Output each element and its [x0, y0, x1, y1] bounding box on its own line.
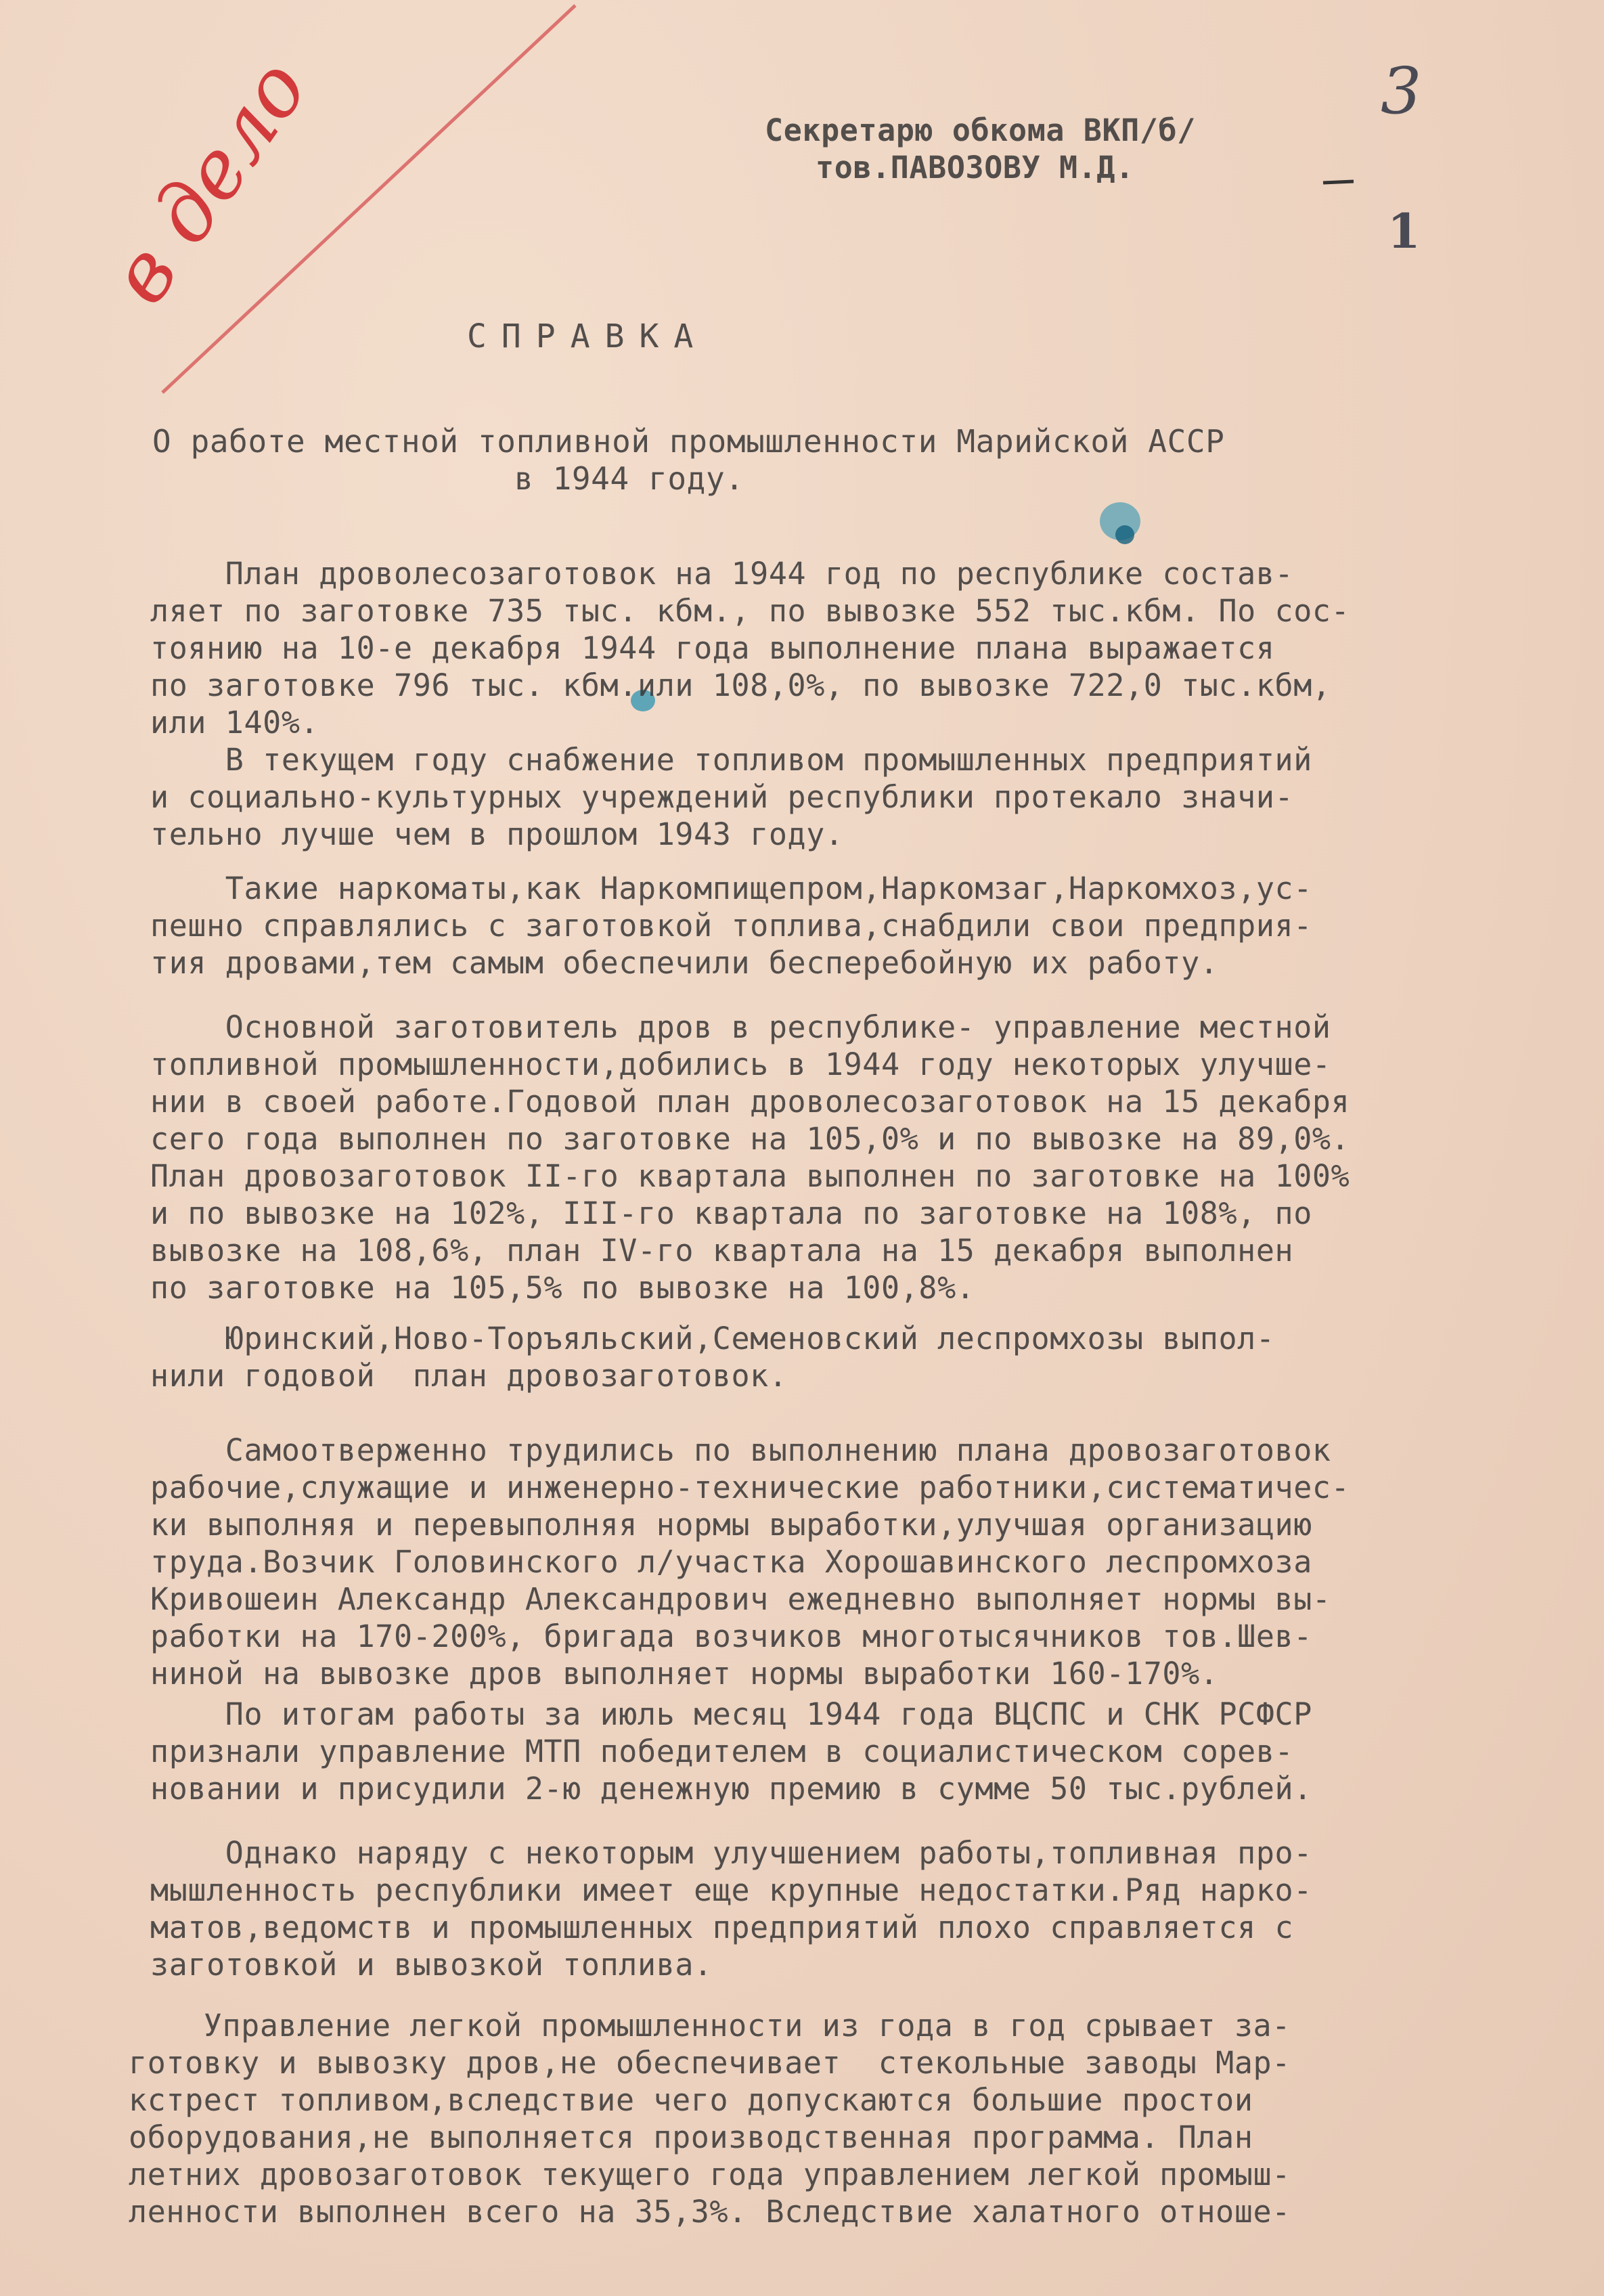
addressee-line-1: Секретарю обкома ВКП/б/ — [765, 112, 1196, 148]
text-line: нили годовой план дровозаготовок. — [150, 1358, 788, 1394]
text-line: готовку и вывозку дров,не обеспечивает стекольные заводы Мар- — [129, 2045, 1291, 2081]
subject-line-1: О работе местной топливной промышленности Марийской АССР — [152, 423, 1225, 460]
text-line: или 140%. — [150, 705, 319, 741]
text-line: по заготовке 796 тыс. кбм.или 108,0%, по вывозке 722,0 тыс.кбм, — [150, 667, 1331, 703]
text-line: Кривошеин Александр Александрович ежедневно выполняет нормы вы- — [150, 1581, 1331, 1617]
text-line: ки выполняя и перевыполняя нормы выработки,улучшая организацию — [150, 1507, 1312, 1543]
subject-line-2: в 1944 году. — [514, 460, 744, 497]
text-line: пешно справлялись с заготовкой топлива,снабдили свои предприя- — [150, 908, 1312, 944]
paragraph-narkomats — [150, 870, 1312, 981]
text-line: План дровозаготовок II-го квартала выполнен по заготовке на 100% — [150, 1158, 1350, 1194]
text-line: План дроволесозаготовок на 1944 год по республике состав- — [150, 556, 1294, 592]
paragraph-shortcomings — [150, 1834, 1312, 1983]
text-line: оборудования,не выполняется производственная программа. План — [129, 2119, 1253, 2155]
text-line: заготовкой и вывозкой топлива. — [150, 1947, 713, 1983]
text-line: по заготовке на 105,5% по вывозке на 100,8%. — [150, 1270, 975, 1306]
text-line: нии в своей работе.Годовой план дроволесозаготовок на 15 декабря — [150, 1084, 1350, 1120]
text-line: кстрест топливом,вследствие чего допускаются большие простои — [129, 2082, 1253, 2118]
text-line: матов,ведомств и промышленных предприятий плохо справляется с — [150, 1909, 1294, 1945]
text-line: ниной на вывозке дров выполняет нормы выработки 160-170%. — [150, 1656, 1219, 1692]
text-line: ленности выполнен всего на 35,3%. Вследствие халатного отноше- — [129, 2194, 1291, 2230]
addressee-line-2: тов.ПАВОЗОВУ М.Д. — [816, 150, 1134, 185]
text-line: работки на 170-200%, бригада возчиков многотысячников тов.Шев- — [150, 1618, 1312, 1654]
document-title: СПРАВКА — [467, 317, 709, 355]
text-line: признали управление МТП победителем в социалистическом сорев- — [150, 1734, 1294, 1769]
text-line: тия дровами,тем самым обеспечили бесперебойную их работу. — [150, 945, 1219, 981]
paragraph-award — [150, 1696, 1312, 1807]
text-line: ляет по заготовке 735 тыс. кбм., по вывозке 552 тыс.кбм. По сос- — [150, 593, 1350, 629]
handwritten-resolution: в дело — [92, 43, 326, 322]
text-line: рабочие,служащие и инженерно-технические работники,систематичес- — [150, 1470, 1350, 1505]
text-line: топливной промышленности,добились в 1944 году некоторых улучше- — [150, 1046, 1331, 1082]
paragraph-main-supplier — [150, 1009, 1350, 1306]
paragraph-light-industry — [129, 2007, 1291, 2230]
paragraph-workers — [150, 1432, 1350, 1692]
text-line: и по вывозке на 102%, III-го квартала по заготовке на 108%, по — [150, 1195, 1312, 1231]
text-line: По итогам работы за июль месяц 1944 года ВЦСПС и СНК РСФСР — [150, 1696, 1312, 1732]
text-line: Такие наркоматы,как Наркомпищепром,Наркомзаг,Наркомхоз,ус- — [150, 870, 1312, 906]
text-line: Основной заготовитель дров в республике- управление местной — [150, 1009, 1331, 1045]
text-line: новании и присудили 2-ю денежную премию в сумме 50 тыс.рублей. — [150, 1771, 1312, 1807]
text-line: Самоотверженно трудились по выполнению плана дровозаготовок — [150, 1432, 1331, 1468]
paragraph-leskhozy — [150, 1320, 1275, 1394]
text-line: мышленность республики имеет еще крупные недостатки.Ряд нарко- — [150, 1872, 1312, 1908]
text-line: летних дровозаготовок текущего года управлением легкой промыш- — [129, 2157, 1291, 2192]
text-line: тоянию на 10-е декабря 1944 года выполнение плана выражается — [150, 630, 1275, 666]
text-line: вывозке на 108,6%, план IV-го квартала на 15 декабря выполнен — [150, 1233, 1294, 1268]
text-line: В текущем году снабжение топливом промышленных предприятий — [150, 742, 1312, 778]
text-line: Управление легкой промышленности из года в год срывает за- — [129, 2008, 1291, 2044]
text-line: и социально-культурных учреждений республики протекало значи- — [150, 779, 1294, 815]
text-line: тельно лучше чем в прошлом 1943 году. — [150, 816, 844, 852]
text-line: Юринский,Ново-Торъяльский,Семеновский леспромхозы выпол- — [150, 1321, 1275, 1356]
paragraph-plan-results — [150, 555, 1350, 853]
text-line: Однако наряду с некоторым улучшением работы,топливная про- — [150, 1835, 1312, 1871]
text-line: труда.Возчик Головинского л/участка Хорошавинского леспромхоза — [150, 1544, 1312, 1580]
sheet-number: 1 — [1387, 203, 1421, 259]
handwritten-page-number: 3 — [1381, 54, 1422, 129]
text-line: сего года выполнен по заготовке на 105,0% и по вывозке на 89,0%. — [150, 1121, 1350, 1157]
